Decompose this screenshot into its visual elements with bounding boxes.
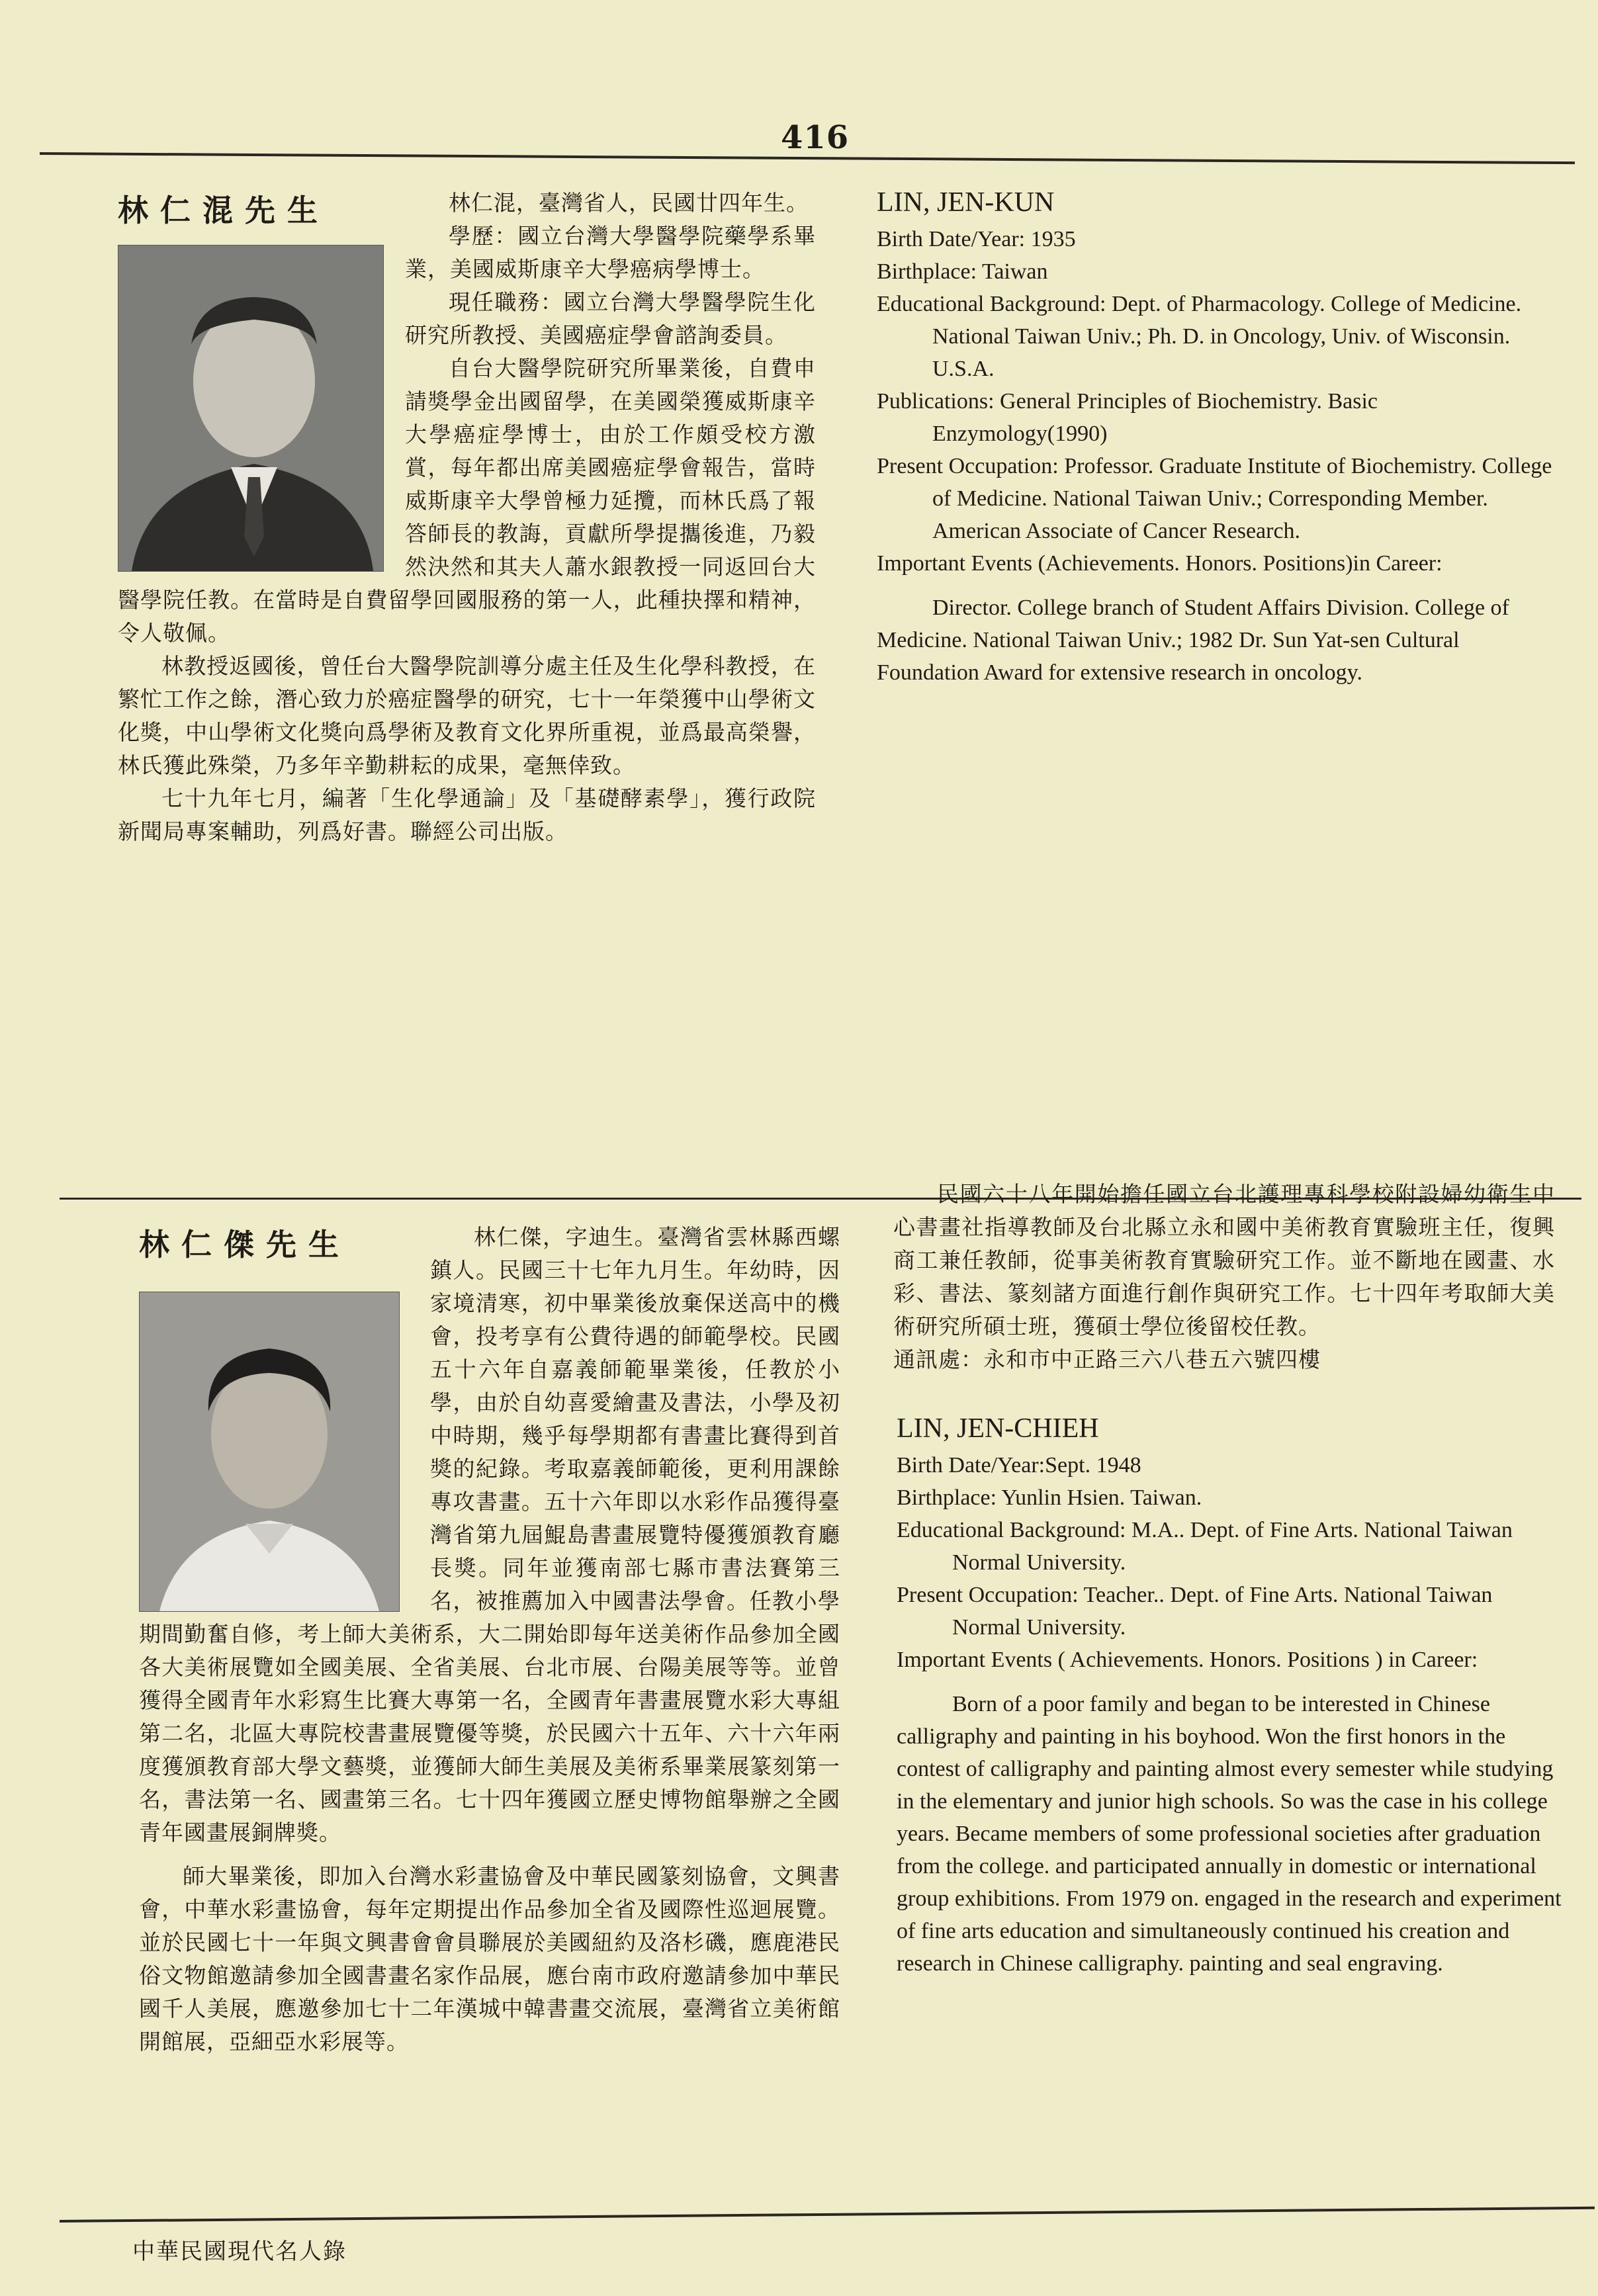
entry-1-en-birthdate: Birth Date/Year: 1935 bbox=[877, 227, 1076, 251]
entry-2-en-events-heading: Important Events ( Achievements. Honors. Positions ) in Career: bbox=[897, 1648, 1478, 1672]
entry-2-en-events: Born of a poor family and began to be interested in Chinese calligraphy and painting in his boyhood. Won the first honors in the contest of calligraphy and painting almost every semester while studying in the elementary and junior high schools. So was the case in his college years. Became members of some professional societies after graduation from the college. and participated annually in domestic or international group exhibitions. From 1979 on. engaged in the research and experiment of fine arts education and simultaneously continued his creation and research in Chinese calligraphy. painting and seal engraving. bbox=[897, 1692, 1562, 1976]
bottom-rule bbox=[60, 2207, 1595, 2223]
entry-2-zh-p1: 林仁傑，字迪生。臺灣省雲林縣西螺鎮人。民國三十七年九月生。年幼時，因家境清寒，初中畢業後放棄保送高中的機會，投考享有公費待遇的師範學校。民國五十六年自嘉義師範畢業後，任教於小學，由於自幼喜愛繪畫及書法，小學及初中時期，幾乎每學期都有書畫比賽得到首獎的紀錄。考取嘉義師範後，更利用課餘專攻書畫。五十六年即以水彩作品獲得臺灣省第九屆鯤島書畫展覽特優獲頒教育廳長獎。同年並獲南部七縣市書法賽第三名，被推薦加入中國書法學會。任教小學期間勤奮自修，考上師大美術系，大二開始即每年送美術作品參加全國各大美術展覽如全國美展、全省美展、台北市展、台陽美展等等。並曾獲得全國青年水彩寫生比賽大專第一名，全國青年書畫展覽水彩大專組第二名，北區大專院校書畫展覽優等獎，於民國六十五年、六十六年兩度獲頒教育部大學文藝獎，並獲師大師生美展及美術系畢業展篆刻第一名，書法第一名、國畫第三名。七十四年獲國立歷史博物館舉辦之全國青年國畫展銅牌獎。 bbox=[139, 1224, 840, 1845]
entry-2-en-birthplace: Birthplace: Yunlin Hsien. Taiwan. bbox=[897, 1485, 1202, 1510]
entry-1-zh-text-photo-gap bbox=[118, 187, 405, 584]
entry-2-zh-address: 通訊處：永和市中正路三六八巷五六號四樓 bbox=[893, 1347, 1321, 1372]
entry-1-en-occupation: Present Occupation: Professor. Graduate Institute of Biochemistry. College of Medicine. National Taiwan Univ.; Corresponding Member. American Associate of Cancer Research. bbox=[877, 454, 1552, 543]
entry-1-name-en: LIN, JEN-KUN bbox=[877, 187, 1055, 218]
entry-2-name-zh: 林仁傑先生 bbox=[139, 1227, 351, 1262]
entry-2-zh-p3: 民國六十八年開始擔任國立台北護理專科學校附設婦幼衛生中心書畫社指導教師及台北縣立永和國中美術教育實驗班主任，復興商工兼任教師，從事美術教育實驗研究工作。並不斷地在國畫、水彩、書法、篆刻諸方面進行創作與研究工作。七十四年考取師大美術研究所碩士班，獲碩士學位後留校任教。 bbox=[893, 1181, 1555, 1339]
entry-1-zh-p1: 林仁混，臺灣省人，民國廿四年生。 bbox=[449, 190, 809, 216]
entry-2-en-education: Educational Background: M.A.. Dept. of Fine Arts. National Taiwan Normal University. bbox=[897, 1518, 1513, 1575]
entry-2-zh-text bbox=[139, 1221, 840, 2058]
entry-2-zh-p2: 師大畢業後，即加入台灣水彩畫協會及中華民國篆刻協會，文興書會，中華水彩畫協會，每年定期提出作品參加全省及國際性巡迴展覽。並於民國七十一年與文興書會會員聯展於美國紐約及洛杉磯，應鹿港民俗文物館邀請參加全國書畫名家作品展，應台南市政府邀請參加中華民國千人美展，應邀參加七十二年漢城中韓書畫交流展，臺灣省立美術館開館展，亞細亞水彩展等。 bbox=[139, 1863, 840, 2054]
entry-2-en-occupation: Present Occupation: Teacher.. Dept. of Fine Arts. National Taiwan Normal University. bbox=[897, 1583, 1493, 1640]
entry-2-zh-text-photo-gap bbox=[139, 1221, 430, 1616]
entry-1-zh-text bbox=[118, 187, 816, 848]
entry-1-zh-p3: 現任職務：國立台灣大學醫學院生化研究所教授、美國癌症學會諮詢委員。 bbox=[405, 289, 816, 348]
entry-1-en-block bbox=[877, 187, 1555, 689]
entry-2-zh-continued bbox=[893, 1178, 1555, 1376]
entry-1-en-publications: Publications: General Principles of Biochemistry. Basic Enzymology(1990) bbox=[877, 389, 1378, 446]
entry-1-zh-p4: 自台大醫學院研究所畢業後，自費申請獎學金出國留學，在美國榮獲威斯康辛大學癌症學博士，由於工作頗受校方激賞，每年都出席美國癌症學會報告，當時威斯康辛大學曾極力延攬，而林氏爲了報答師長的教誨，貢獻所學提攜後進，乃毅然決然和其夫人蕭水銀教授一同返回台大醫學院任教。在當時是自費留學回國服務的第一人，此種抉擇和精神，令人敬佩。 bbox=[118, 355, 816, 646]
entry-1-zh-p2: 學歷：國立台灣大學醫學院藥學系畢業，美國威斯康辛大學癌病學博士。 bbox=[405, 223, 816, 282]
entry-1-en-events: Director. College branch of Student Affairs Division. College of Medicine. National Taiwan Univ.; 1982 Dr. Sun Yat-sen Cultural Foundation Award for extensive research in oncology. bbox=[877, 596, 1509, 685]
entry-1-zh-p6: 七十九年七月，編著「生化學通論」及「基礎酵素學」，獲行政院新聞局專案輔助，列爲好書。聯經公司出版。 bbox=[118, 785, 816, 844]
entry-1-en-events-heading: Important Events (Achievements. Honors. Positions)in Career: bbox=[877, 551, 1443, 576]
entry-2-en-birthdate: Birth Date/Year:Sept. 1948 bbox=[897, 1453, 1141, 1478]
entry-1-en-education: Educational Background: Dept. of Pharmacology. College of Medicine. National Taiwan Univ.; Ph. D. in Oncology, Univ. of Wisconsin. U.S.A. bbox=[877, 292, 1522, 381]
entry-2-en-block bbox=[897, 1413, 1562, 1980]
entry-1-name-zh: 林仁混先生 bbox=[118, 193, 330, 228]
footer-title: 中華民國現代名人錄 bbox=[132, 2238, 347, 2265]
entry-1-zh-p5: 林教授返國後，曾任台大醫學院訓導分處主任及生化學科教授，在繁忙工作之餘，潛心致力於癌症醫學的研究，七十一年榮獲中山學術文化獎，中山學術文化獎向爲學術及教育文化界所重視，並爲最高榮譽，林氏獲此殊榮，乃多年辛勤耕耘的成果，毫無倖致。 bbox=[118, 653, 816, 778]
entry-2-name-en: LIN, JEN-CHIEH bbox=[897, 1413, 1099, 1444]
entry-1-en-birthplace: Birthplace: Taiwan bbox=[877, 259, 1048, 284]
page-number: 416 bbox=[781, 119, 850, 156]
